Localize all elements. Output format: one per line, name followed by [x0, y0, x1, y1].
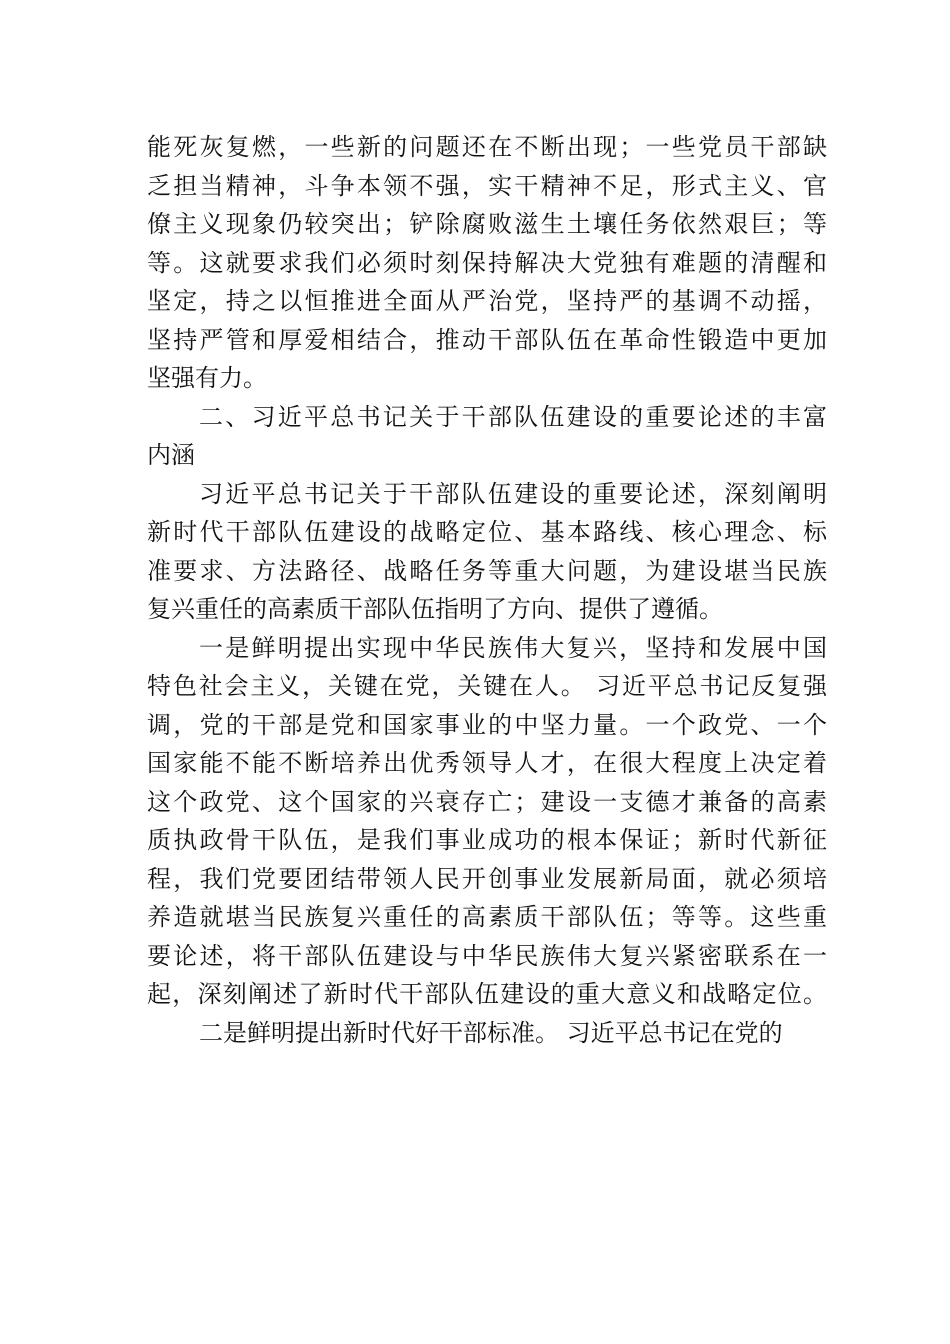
text-line: 乏担当精神，斗争本领不强，实干精神不足，形式主义、官: [147, 171, 827, 200]
text-line: 复兴重任的高素质干部队伍指明了方向、提供了遵循。: [147, 595, 723, 623]
text-line: 等。这就要求我们必须时刻保持解决大党独有难题的清醒和: [147, 248, 827, 277]
heading-line: 内涵: [147, 441, 195, 469]
text-line: 国家能不能不断培养出优秀领导人才，在很大程度上决定着: [147, 749, 827, 777]
text-line: 质执政骨干队伍，是我们事业成功的根本保证；新时代新征: [147, 826, 827, 854]
heading-line: 二、习近平总书记关于干部队伍建设的重要论述的丰富: [199, 402, 827, 431]
text-line: 新时代干部队伍建设的战略定位、基本路线、核心理念、标: [147, 518, 827, 546]
text-line: 坚持严管和厚爱相结合，推动干部队伍在革命性锻造中更加: [147, 325, 827, 354]
text-line: 习近平总书记关于干部队伍建设的重要论述，深刻阐明: [199, 479, 827, 508]
text-line: 二是鲜明提出新时代好干部标准。 习近平总书记在党的: [199, 1018, 783, 1047]
section-heading: [147, 398, 827, 475]
text-line: 特色社会主义，关键在党，关键在人。 习近平总书记反复强: [147, 672, 827, 700]
text-line: 这个政党、这个国家的兴衰存亡；建设一支德才兼备的高素: [147, 787, 827, 816]
text-line: 准要求、方法路径、战略任务等重大问题，为建设堪当民族: [147, 556, 827, 585]
text-line: 坚定，持之以恒推进全面从严治党，坚持严的基调不动摇，: [147, 287, 827, 315]
paragraph-continuation: [147, 128, 827, 398]
text-line: 起，深刻阐述了新时代干部队伍建设的重大意义和战略定位。: [147, 980, 827, 1008]
text-line: 能死灰复燃，一些新的问题还在不断出现；一些党员干部缺: [147, 133, 827, 161]
text-line: 坚强有力。: [147, 364, 267, 392]
text-line: 养造就堪当民族复兴重任的高素质干部队伍；等等。这些重: [147, 903, 827, 931]
text-line: 程，我们党要团结带领人民开创事业发展新局面，就必须培: [147, 864, 827, 893]
text-line: 要论述，将干部队伍建设与中华民族伟大复兴紧密联系在一: [147, 941, 827, 970]
text-line: 调，党的干部是党和国家事业的中坚力量。一个政党、一个: [147, 710, 827, 739]
paragraph-point-two: [147, 1014, 827, 1053]
text-line: 一是鲜明提出实现中华民族伟大复兴，坚持和发展中国: [199, 633, 827, 662]
paragraph-point-one: [147, 629, 827, 1014]
text-line: 僚主义现象仍较突出；铲除腐败滋生土壤任务依然艰巨；等: [147, 210, 827, 238]
paragraph-intro: [147, 475, 827, 629]
document-body: [147, 128, 827, 1052]
